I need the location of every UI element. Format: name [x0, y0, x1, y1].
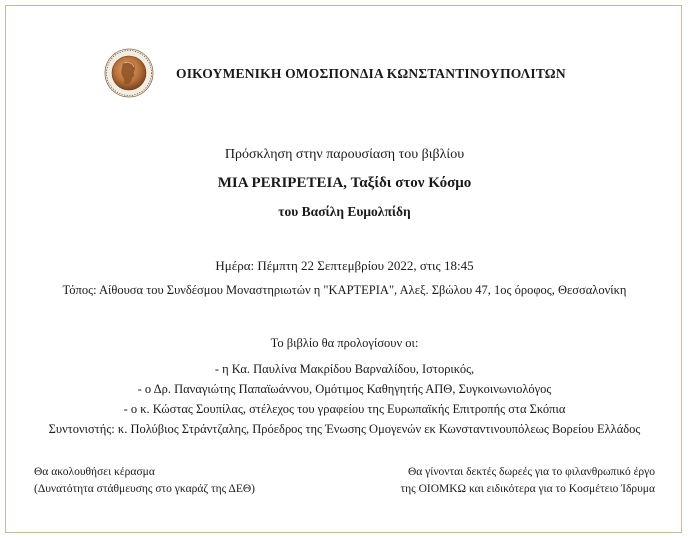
event-date: Ημέρα: Πέμπτη 22 Σεπτεμβρίου 2022, στις 18:45 — [215, 258, 474, 273]
organization-name: ΟΙΚΟΥΜΕΝΙΚΗ ΟΜΟΣΠΟΝΔΙΑ ΚΩΝΣΤΑΝΤΙΝΟΥΠΟΛΙΤΩΝ — [176, 66, 566, 81]
header — [0, 48, 689, 100]
refreshments-note: Θα ακολουθήσει κέρασμα — [34, 466, 155, 478]
book-author: του Βασίλη Ευμολπίδη — [278, 204, 411, 219]
parking-note: (Δυνατότητα στάθμευσης στο γκαράζ της ΔΕΘ) — [34, 483, 255, 495]
speaker-item: - η Κα. Παυλίνα Μακρίδου Βαρναλίδου, Ιστορικός, — [214, 362, 475, 376]
invitation-intro: Πρόσκληση στην παρουσίαση του βιβλίου — [224, 147, 465, 162]
event-place: Τόπος: Αίθουσα του Συνδέσμου Μοναστηριωτών η "ΚΑΡΤΕΡΙΑ", Αλεξ. Σβώλου 47, 1ος όροφος, Θεσσαλονίκη — [62, 283, 627, 297]
organization-seal-icon — [104, 48, 154, 98]
footer-right-note — [401, 464, 655, 498]
speaker-item: - ο κ. Κώστας Σουπίλας, στέλεχος του γραφείου της Ευρωπαϊκής Επιτροπής στα Σκόπια — [123, 402, 566, 416]
donations-note: Θα γίνονται δεκτές δωρεές για το φιλανθρωπικό έργο — [407, 466, 655, 478]
speakers-intro: Το βιβλίο θα προλογίσουν οι: — [270, 336, 419, 350]
donations-note-detail: της ΟΙΟΜΚΩ και ειδικότερα για το Κοσμέτειο Ίδρυμα — [400, 483, 655, 495]
moderator-item: Συντονιστής: κ. Πολύβιος Στράντζαλης, Πρόεδρος της Ένωσης Ομογενών εκ Κωνσταντινουπόλεως Βορείου Ελλάδος — [48, 422, 641, 436]
footer-left-note — [34, 464, 255, 498]
speaker-item: - ο Δρ. Παναγιώτης Παπαϊωάννου, Ομότιμος Καθηγητής ΑΠΘ, Συγκοινωνιολόγος — [137, 382, 552, 396]
book-title: ΜΙΑ PERIPETEIA, Ταξίδι στον Κόσμο — [217, 175, 472, 191]
